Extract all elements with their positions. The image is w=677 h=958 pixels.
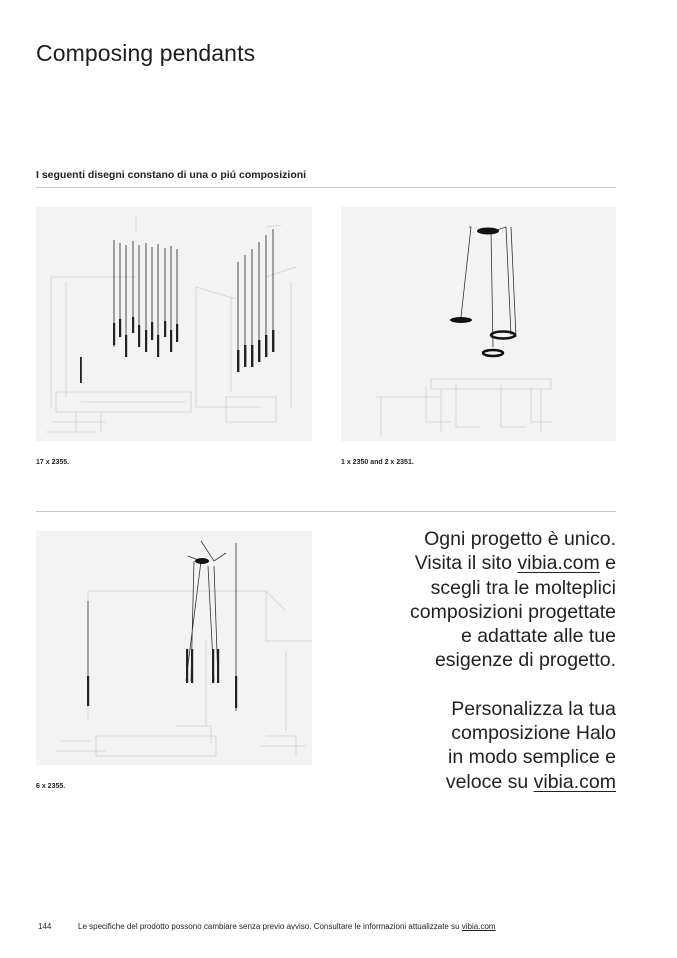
promo-line: in modo semplice e <box>448 746 616 769</box>
page-number: 144 <box>38 922 52 931</box>
promo-paragraph-1 <box>316 527 616 673</box>
promo-line: e adattate alle tue <box>460 625 616 648</box>
footer-disclaimer: Le specifiche del prodotto possono cambiare senza previo avviso. Consultare le informazioni attualizzate su <box>78 922 462 931</box>
figure-2-caption: 1 x 2350 and 2 x 2351. <box>341 459 414 466</box>
footer-link[interactable]: vibia.com <box>461 922 496 931</box>
pendant-group <box>114 229 273 372</box>
promo-line: Ogni progetto è unico. <box>424 528 616 550</box>
divider-top <box>36 187 616 188</box>
figure-3-illustration <box>36 531 312 765</box>
promo-line: Personalizza la tua <box>451 697 616 720</box>
figure-3-caption: 6 x 2355. <box>36 783 66 790</box>
promo-line: e <box>599 552 616 575</box>
pendant-wires <box>461 227 516 347</box>
figure-2-illustration <box>341 207 616 441</box>
vibia-link[interactable]: vibia.com <box>517 552 600 575</box>
page-footer <box>38 922 496 931</box>
figure-1-caption: 17 x 2355. <box>36 459 70 466</box>
promo-line: composizioni progettate <box>410 600 616 623</box>
vibia-link[interactable]: vibia.com <box>533 770 616 793</box>
promo-line: scegli tra le molteplici <box>430 576 616 599</box>
promo-text <box>316 527 616 818</box>
page-title: Composing pendants <box>36 40 256 66</box>
promo-paragraph-2 <box>316 697 616 794</box>
divider-middle <box>36 511 616 512</box>
promo-line: esigenze di progetto. <box>434 649 616 672</box>
promo-line: composizione Halo <box>451 722 616 745</box>
section-subtitle: I seguenti disegni constano di una o piú composizioni <box>36 169 307 181</box>
figure-1-illustration <box>36 207 312 441</box>
promo-line: veloce su <box>445 770 534 793</box>
promo-line: Visita il sito <box>414 552 518 575</box>
